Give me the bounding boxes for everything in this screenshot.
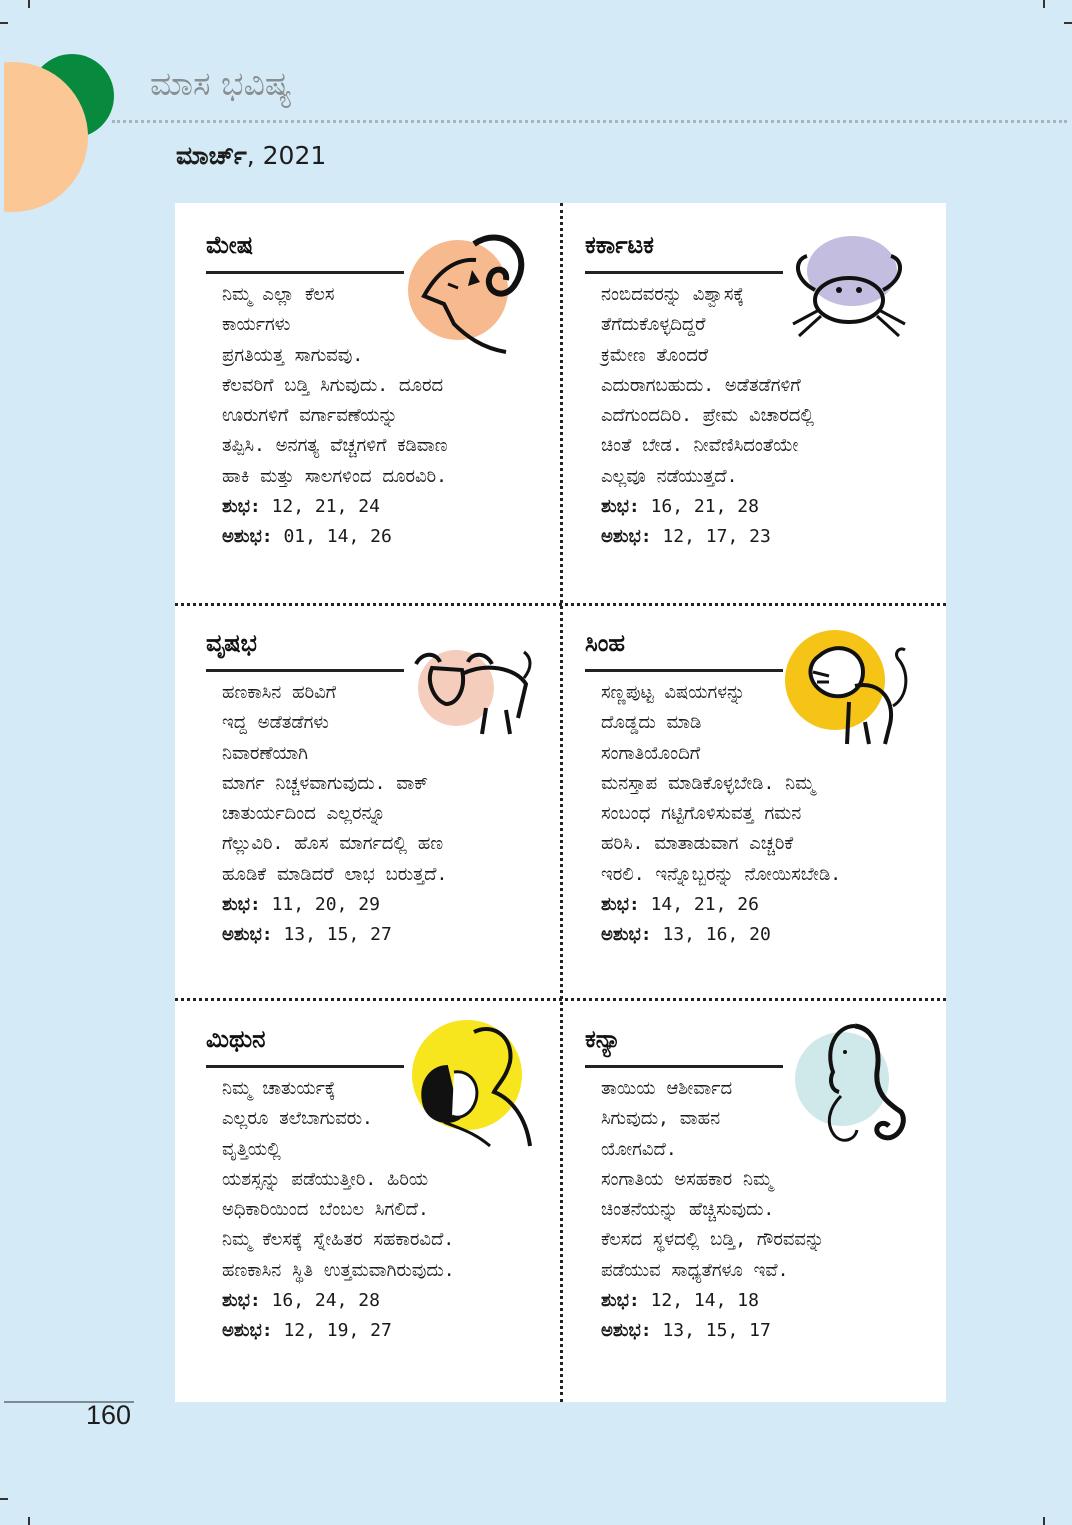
crop-mark xyxy=(1043,1517,1045,1525)
prediction-line: ನಿಮ್ಮ ಕೆಲಸಕ್ಕೆ ಸ್ನೇಹಿತರ ಸಹಕಾರವಿದೆ. xyxy=(222,1229,455,1251)
unlucky-dates xyxy=(222,1316,562,1346)
prediction-line: ಹಣಕಾಸಿನ ಹರಿವಿಗೆ xyxy=(222,682,337,703)
prediction-line: ಸಂಗಾತಿಯೊಂದಿಗೆ xyxy=(601,742,701,764)
ram-icon xyxy=(414,224,534,354)
sign-name: ಕರ್ಕಾಟಕ xyxy=(585,230,654,259)
unlucky-label: ಅಶುಭ: xyxy=(222,1320,273,1342)
unlucky-values: 01, 14, 26 xyxy=(283,526,392,548)
prediction-line: ಚಿಂತೆ ಬೇಡ. ನೀವೆಣಿಸಿದಂತೆಯೇ xyxy=(601,435,799,457)
prediction-line: ನಿವಾರಣೆಯಾಗಿ xyxy=(222,742,309,764)
unlucky-values: 13, 15, 17 xyxy=(662,1320,771,1342)
prediction-line: ಇರಲಿ. ಇನ್ನೊಬ್ಬರನ್ನು ನೋಯಿಸಬೇಡಿ. xyxy=(601,863,842,885)
bull-icon xyxy=(406,638,536,738)
sign-card-vrishabha xyxy=(206,608,566,998)
prediction-line: ಸಣ್ಣಪುಟ್ಟ ವಿಷಯಗಳನ್ನು xyxy=(601,682,746,703)
prediction-line: ಎಲ್ಲವೂ ನಡೆಯುತ್ತದೆ. xyxy=(601,465,738,487)
unlucky-label: ಅಶುಭ: xyxy=(222,924,273,946)
unlucky-label: ಅಶುಭ: xyxy=(601,924,652,946)
lucky-values: 14, 21, 26 xyxy=(650,894,759,916)
crop-mark xyxy=(0,22,8,24)
page-edge xyxy=(0,0,4,1525)
unlucky-dates xyxy=(601,920,941,950)
prediction-line: ಹಣಕಾಸಿನ ಸ್ಥಿತಿ ಉತ್ತಮವಾಗಿರುವುದು. xyxy=(222,1259,455,1281)
prediction-line: ಚಾತುರ್ಯದಿಂದ ಎಲ್ಲರನ್ನೂ xyxy=(222,803,386,825)
unlucky-label: ಅಶುಭ: xyxy=(222,526,273,548)
title-dotted-rule xyxy=(112,120,1067,123)
crop-mark xyxy=(1064,22,1072,24)
unlucky-label: ಅಶುಭ: xyxy=(601,526,652,548)
prediction-line: ಎದುರಾಗಬಹುದು. ಅಡೆತಡೆಗಳಿಗೆ xyxy=(601,374,801,396)
prediction-line: ಕಾರ್ಯಗಳು xyxy=(222,314,291,336)
prediction-line: ತೆಗೆದುಕೊಳ್ಳದಿದ್ದರೆ xyxy=(601,314,706,336)
prediction-line: ಹಾಕಿ ಮತ್ತು ಸಾಲಗಳಿಂದ ದೂರವಿರಿ. xyxy=(222,465,447,487)
panel-divider-2 xyxy=(175,998,946,1001)
sign-name: ಮೇಷ xyxy=(206,230,254,259)
lucky-dates xyxy=(222,1286,562,1316)
month-heading xyxy=(176,141,326,171)
lucky-values: 16, 24, 28 xyxy=(271,1290,380,1312)
sign-rule xyxy=(585,1065,783,1068)
lucky-values: 12, 14, 18 xyxy=(650,1290,759,1312)
prediction-line: ಪ್ರಗತಿಯತ್ತ ಸಾಗುವವು. xyxy=(222,344,364,366)
prediction-line: ಇದ್ದ ಅಡೆತಡೆಗಳು xyxy=(222,712,329,734)
crop-mark xyxy=(28,0,30,8)
panel-divider-1 xyxy=(175,603,946,606)
prediction-line: ಸಿಗುವುದು, ವಾಹನ xyxy=(601,1108,721,1130)
unlucky-values: 12, 19, 27 xyxy=(283,1320,392,1342)
sign-name: ಕನ್ಯಾ xyxy=(585,1024,621,1053)
prediction-line: ತಪ್ಪಿಸಿ. ಅನಗತ್ಯ ವೆಚ್ಚಗಳಿಗೆ ಕಡಿವಾಣ xyxy=(222,435,448,457)
prediction-line: ಅಧಿಕಾರಿಯಿಂದ ಬೆಂಬಲ ಸಿಗಲಿದೆ. xyxy=(222,1199,429,1221)
sign-card-mesha xyxy=(206,210,566,600)
maiden-icon xyxy=(811,1020,911,1156)
prediction-line: ಕೆಲಸದ ಸ್ಥಳದಲ್ಲಿ ಬಡ್ತಿ, ಗೌರವವನ್ನು xyxy=(601,1229,825,1251)
unlucky-label: ಅಶುಭ: xyxy=(601,1320,652,1342)
unlucky-values: 13, 16, 20 xyxy=(662,924,771,946)
lucky-dates xyxy=(222,492,562,522)
prediction-line: ಮಾರ್ಗ ನಿಚ್ಚಳವಾಗುವುದು. ವಾಕ್ xyxy=(222,772,429,794)
lucky-label: ಶುಭ: xyxy=(601,894,640,916)
page-number: 160 xyxy=(86,1400,132,1430)
lucky-dates xyxy=(601,492,941,522)
month-name: ಮಾರ್ಚ್ xyxy=(176,141,247,170)
lucky-dates xyxy=(601,890,941,920)
crop-mark xyxy=(0,1498,8,1500)
unlucky-dates xyxy=(222,522,562,552)
prediction-line: ಊರುಗಳಿಗೆ ವರ್ಗಾವಣೆಯನ್ನು xyxy=(222,405,398,427)
prediction-line: ಎಲ್ಲರೂ ತಲೆಬಾಗುವರು. xyxy=(222,1108,373,1130)
sign-card-karkataka xyxy=(585,210,945,600)
unlucky-dates xyxy=(222,920,562,950)
prediction-line: ಪಡೆಯುವ ಸಾಧ್ಯತೆಗಳೂ ಇವೆ. xyxy=(601,1259,789,1281)
prediction-line: ಗೆಲ್ಲುವಿರಿ. ಹೊಸ ಮಾರ್ಗದಲ್ಲಿ ಹಣ xyxy=(222,833,444,855)
prediction-line: ಎದೆಗುಂದದಿರಿ. ಪ್ರೇಮ ವಿಚಾರದಲ್ಲಿ xyxy=(601,405,814,427)
lucky-label: ಶುಭ: xyxy=(601,1290,640,1312)
crop-mark xyxy=(1043,0,1045,8)
crop-mark xyxy=(28,1517,30,1525)
twins-icon xyxy=(414,1022,534,1152)
sign-rule xyxy=(206,669,404,672)
sign-card-simha xyxy=(585,608,945,998)
prediction-line: ತಾಯಿಯ ಆಶೀರ್ವಾದ xyxy=(601,1078,733,1099)
lion-icon xyxy=(789,636,913,748)
unlucky-values: 12, 17, 23 xyxy=(662,526,771,548)
prediction-line: ಕ್ರಮೇಣ ತೊಂದರೆ xyxy=(601,344,709,366)
sign-name: ಮಿಥುನ xyxy=(206,1024,266,1053)
prediction-line: ನಿಮ್ಮ ಎಲ್ಲಾ ಕೆಲಸ xyxy=(222,284,335,305)
prediction-line: ಚಿಂತನೆಯನ್ನು ಹೆಚ್ಚಿಸುವುದು. xyxy=(601,1199,775,1221)
lucky-values: 11, 20, 29 xyxy=(271,894,380,916)
prediction-line: ಸಂಗಾತಿಯ ಅಸಹಕಾರ ನಿಮ್ಮ xyxy=(601,1168,773,1190)
lucky-label: ಶುಭ: xyxy=(222,1290,261,1312)
lucky-values: 12, 21, 24 xyxy=(271,496,380,518)
lucky-dates xyxy=(222,890,562,920)
unlucky-dates xyxy=(601,522,941,552)
section-title: ಮಾಸ ಭವಿಷ್ಯ xyxy=(150,64,292,103)
sign-card-mithuna xyxy=(206,1004,566,1394)
lucky-label: ಶುಭ: xyxy=(601,496,640,518)
prediction-line: ಸಂಬಂಧ ಗಟ್ಟಿಗೊಳಿಸುವತ್ತ ಗಮನ xyxy=(601,803,802,825)
lucky-dates xyxy=(601,1286,941,1316)
lucky-values: 16, 21, 28 xyxy=(650,496,759,518)
sign-name: ವೃಷಭ xyxy=(206,628,257,657)
prediction-line: ವೃತ್ತಿಯಲ್ಲಿ xyxy=(222,1138,281,1160)
sign-rule xyxy=(206,271,404,274)
prediction-line: ಹೂಡಿಕೆ ಮಾಡಿದರೆ ಲಾಭ ಬರುತ್ತದೆ. xyxy=(222,863,448,885)
prediction-line: ಯಶಸ್ಸನ್ನು ಪಡೆಯುತ್ತೀರಿ. ಹಿರಿಯ xyxy=(222,1168,429,1190)
sign-rule xyxy=(585,271,783,274)
prediction-line: ಕೆಲವರಿಗೆ ಬಡ್ತಿ ಸಿಗುವುದು. ದೂರದ xyxy=(222,374,444,396)
lucky-label: ಶುಭ: xyxy=(222,496,261,518)
sign-card-kanya xyxy=(585,1004,945,1394)
crab-icon xyxy=(785,250,913,350)
lucky-label: ಶುಭ: xyxy=(222,894,261,916)
sign-name: ಸಿಂಹ xyxy=(585,628,626,657)
prediction-line: ನಂಬಿದವರನ್ನು ವಿಶ್ವಾಸಕ್ಕೆ xyxy=(601,284,744,305)
sign-rule xyxy=(585,669,783,672)
unlucky-values: 13, 15, 27 xyxy=(283,924,392,946)
month-year: , 2021 xyxy=(246,141,327,170)
prediction-line: ನಿಮ್ಮ ಚಾತುರ್ಯಕ್ಕೆ xyxy=(222,1078,336,1099)
unlucky-dates xyxy=(601,1316,941,1346)
prediction-line: ದೊಡ್ಡದು ಮಾಡಿ xyxy=(601,712,702,734)
prediction-line: ಯೋಗವಿದೆ. xyxy=(601,1138,677,1160)
sign-rule xyxy=(206,1065,404,1068)
prediction-line: ಹರಿಸಿ. ಮಾತಾಡುವಾಗ ಎಚ್ಚರಿಕೆ xyxy=(601,833,794,855)
prediction-line: ಮನಸ್ತಾಪ ಮಾಡಿಕೊಳ್ಳಬೇಡಿ. ನಿಮ್ಮ xyxy=(601,772,815,794)
